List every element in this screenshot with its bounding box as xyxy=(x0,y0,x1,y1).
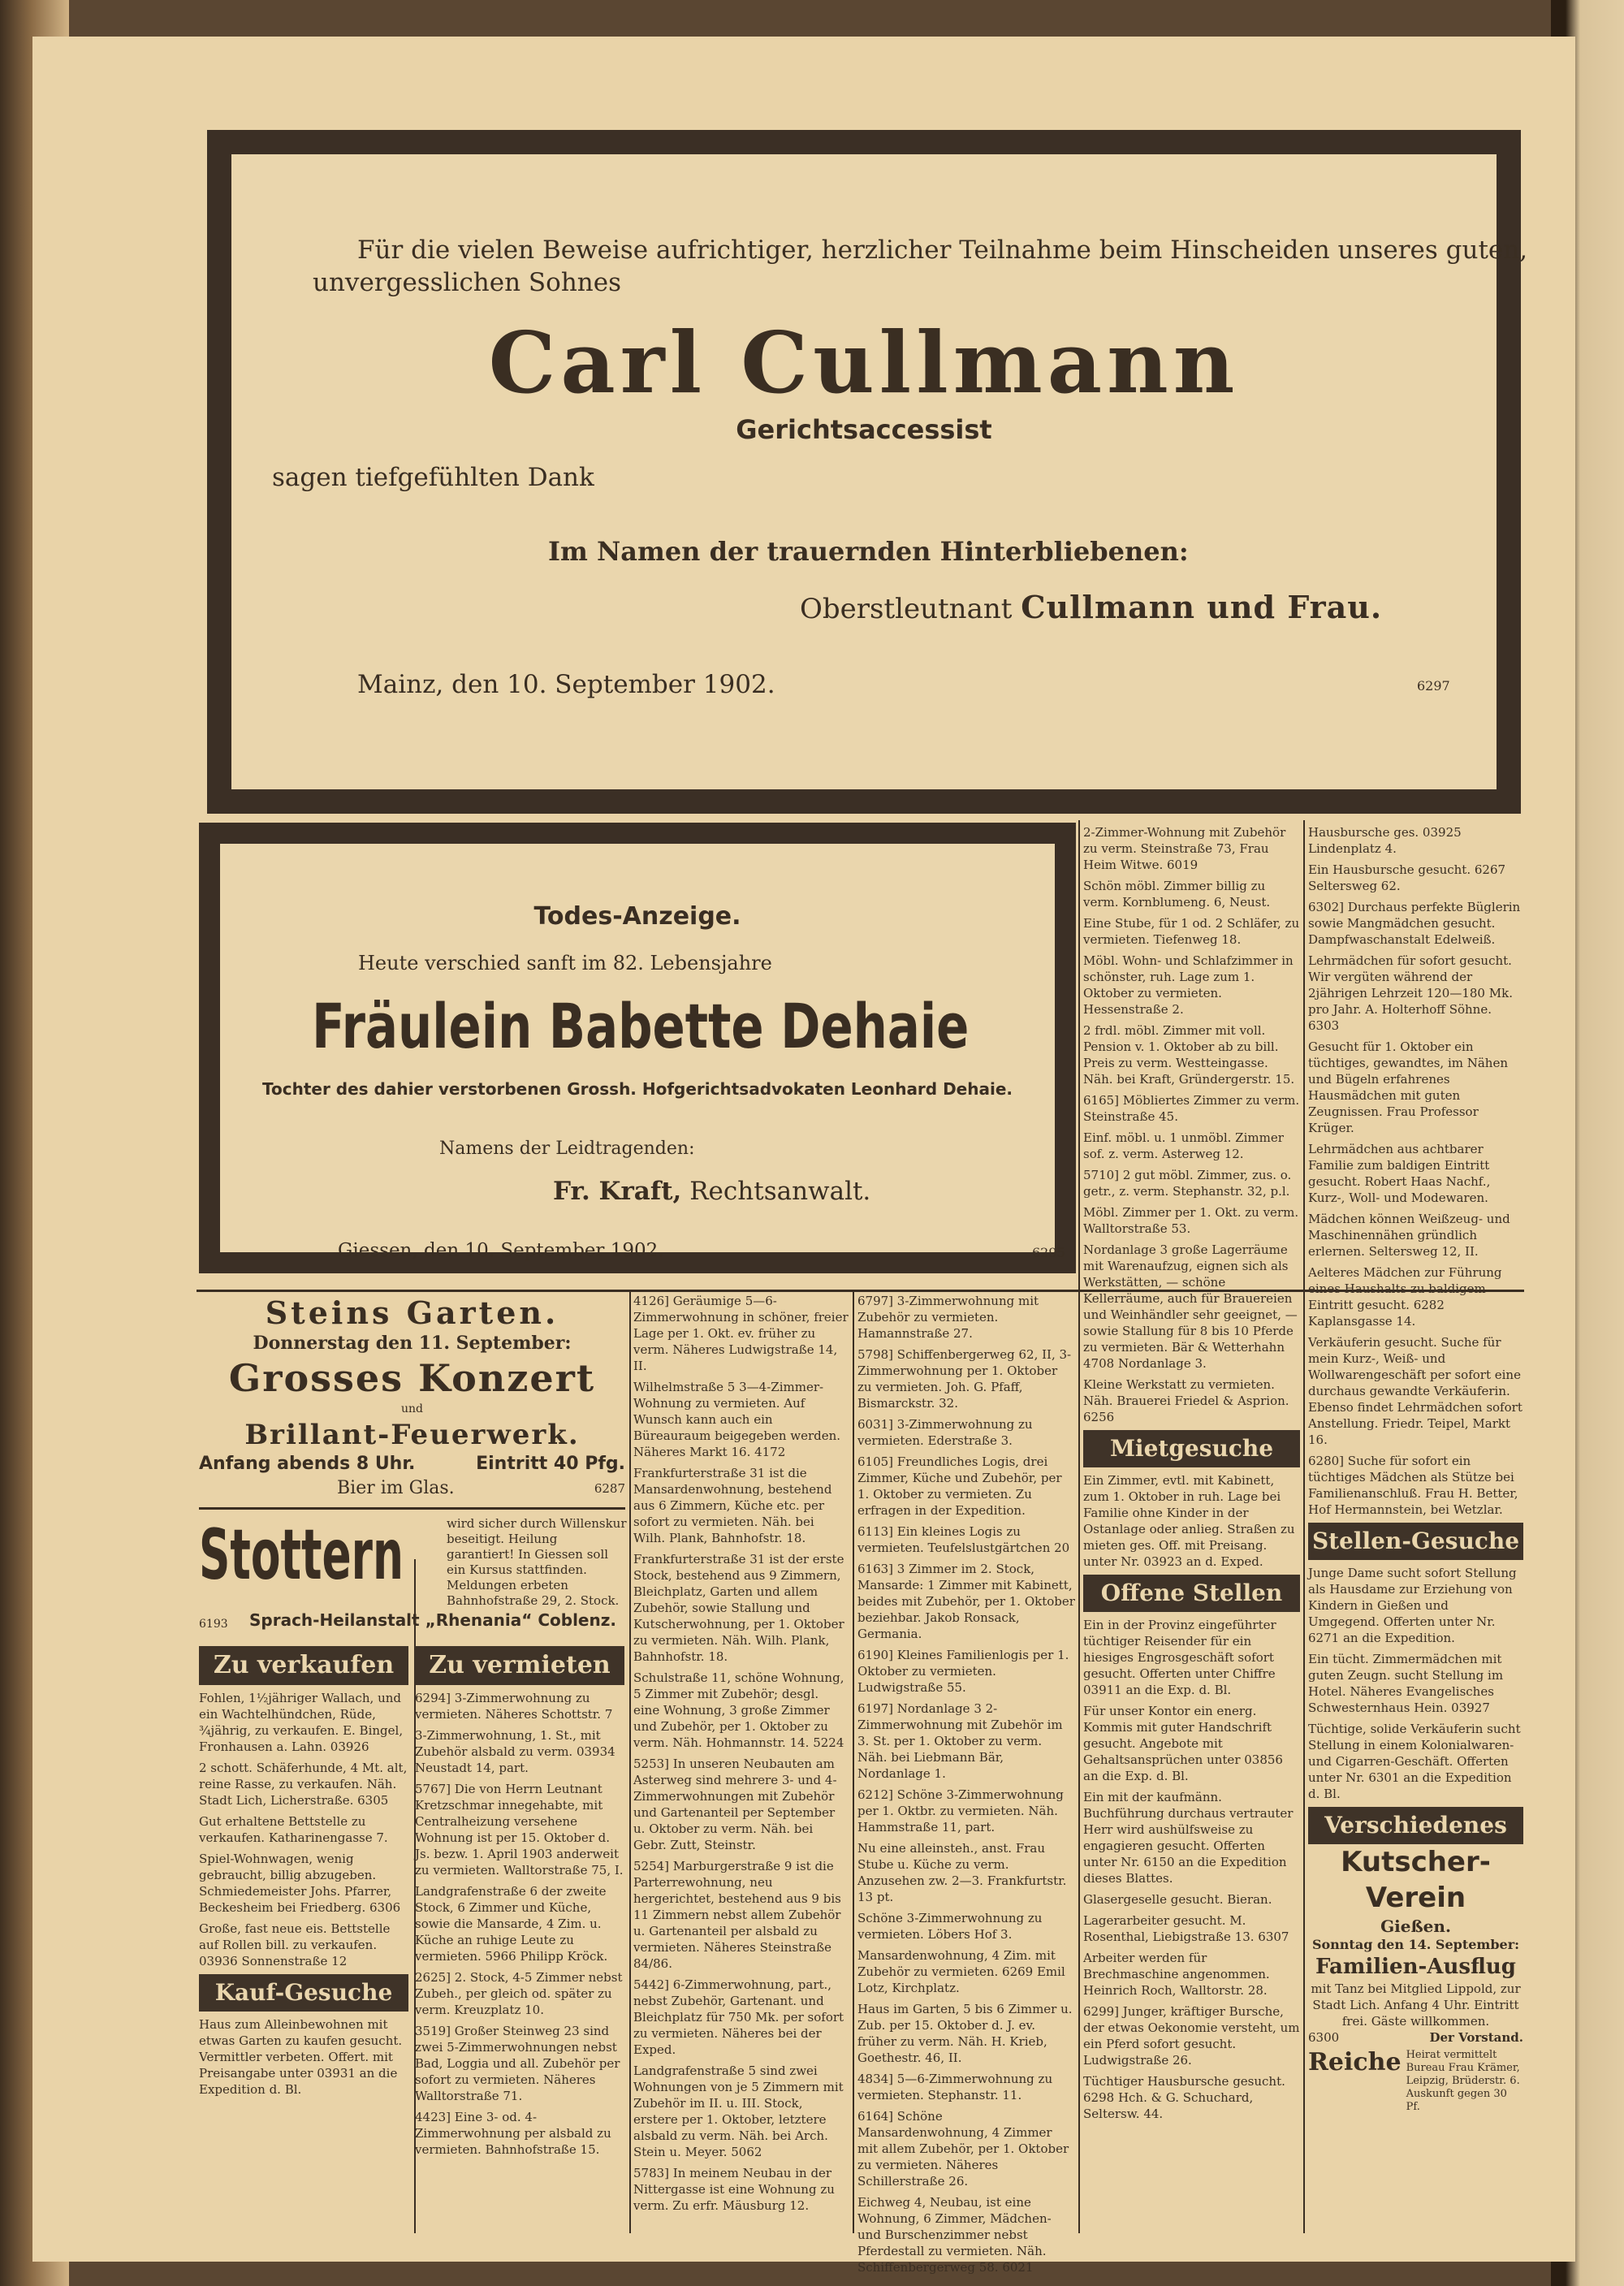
list-item: Nordanlage 3 große Lagerräume mit Warenaufzug, eignen sich als Werkstätten, — schöne Kellerräume, auch für Brauereien und Weinhändler sehr geeignet, — sowie Stallung für 8 bis 10 Pferde zu vermieten. Bär & Wetterhahn 4708 Nordanlage 3. xyxy=(1083,1242,1298,1371)
list-item: Schöne 3-Zimmerwohnung zu vermieten. Löbers Hof 3. xyxy=(857,1911,1043,1942)
list-item: Frankfurterstraße 31 ist der erste Stock, bestehend aus 9 Zimmern, Bleichplatz, Garten und allem Zubehör, sowie Stallung und Kutscherwohnung, per 1. Oktober zu vermieten. Näh. Wilh. Plank, Bahnhofstr. 18. xyxy=(633,1552,844,1664)
list-item: 6280] Suche für sofort ein tüchtiges Mädchen als Stütze bei Familienanschluß. Frau H. Better, Hof Hermannstein, bei Wetzlar. xyxy=(1308,1454,1518,1517)
column-6 xyxy=(1308,824,1523,2233)
deceased-name: Fräulein Babette Dehaie xyxy=(312,990,970,1062)
thanks-line: sagen tiefgefühlten Dank xyxy=(272,463,594,492)
reiche-ad xyxy=(1308,2049,1523,2114)
place-date: Giessen, den 10. September 1902. xyxy=(338,1240,664,1261)
buy-list xyxy=(199,2016,408,2098)
list-item: Ein Zimmer, evtl. mit Kabinett, zum 1. Oktober in ruh. Lage bei Familie ohne Kinder in der Ostanlage oder anlieg. Straßen zu mieten ges. Off. mit Preisang. unter Nr. 03923 an d. Exped. xyxy=(1083,1473,1295,1569)
list-item: 5253] In unseren Neubauten am Asterweg sind mehrere 3- und 4-Zimmerwohnungen mit Zubehör und Gartenanteil per September u. Oktober zu verm. Näh. bei Gebr. Zutt, Steinstr. xyxy=(633,1757,837,1852)
list-item: Nu eine alleinsteh., anst. Frau Stube u. Küche zu verm. Anzusehen zw. 2—3. Frankfurtstr. 13 pt. xyxy=(857,1841,1067,1904)
steins-times xyxy=(199,1452,625,1476)
rent-list xyxy=(415,1690,624,2158)
column-1 xyxy=(199,1295,625,2163)
notice-heading: Todes-Anzeige. xyxy=(533,902,741,931)
deceased-name: Carl Cullmann xyxy=(488,313,1240,413)
list-item: Ein mit der kaufmänn. Buchführung durchaus vertrauter Herr wird aushülfsweise zu engagieren gesucht. Offerten unter Nr. 6150 an die Expedition dieses Blattes. xyxy=(1083,1790,1294,1886)
ad-code: 6297 xyxy=(1417,678,1450,694)
seek-header: Stellen-Gesuche xyxy=(1308,1523,1523,1560)
list-item: 5442] 6-Zimmerwohnung, part., nebst Zubehör, Gartenant. und Bleichplatz für 750 Mk. per sofort zu vermieten. Näheres bei der Exped. xyxy=(633,1977,844,2057)
list-item: Schön möbl. Zimmer billig zu verm. Kornblumeng. 6, Neust. xyxy=(1083,879,1271,910)
stottern-title: Stottern xyxy=(199,1515,404,1596)
steins-und: und xyxy=(401,1402,423,1415)
column-divider xyxy=(1078,820,1080,2233)
wanted-header: Mietgesuche xyxy=(1083,1430,1300,1467)
list-item: Möbl. Wohn- und Schlafzimmer in schönster, ruh. Lage zum 1. Oktober zu vermieten. Hessenstraße 2. xyxy=(1083,953,1294,1017)
club-date: Sonntag den 14. September: xyxy=(1311,1937,1520,1952)
notice-line1: Heute verschied sanft im 82. Lebensjahre xyxy=(358,952,772,974)
list-item: Lehrmädchen aus achtbarer Familie zum baldigen Eintritt gesucht. Robert Haas Nachf., Kurz-, Woll- und Modewaren. xyxy=(1308,1142,1491,1205)
steins-code: 6287 xyxy=(594,1481,625,1496)
list-item: 2 schott. Schäferhunde, 4 Mt. alt, reine Rasse, zu verkaufen. Näh. Stadt Lich, Licherstraße. 6305 xyxy=(199,1761,408,1808)
steins-start: Anfang abends 8 Uhr. xyxy=(199,1454,416,1474)
club-city: Gießen. xyxy=(1380,1917,1451,1936)
steins-beer-row xyxy=(199,1476,625,1501)
steins-title: Steins Garten. xyxy=(265,1294,559,1331)
list-item: Ein Hausbursche gesucht. 6267 Seltersweg 62. xyxy=(1308,862,1506,893)
list-item: 2-Zimmer-Wohnung mit Zubehör zu verm. Steinstraße 73, Frau Heim Witwe. 6019 xyxy=(1083,825,1286,872)
stottern-institute: Sprach-Heilanstalt „Rhenania“ Coblenz. xyxy=(249,1610,616,1630)
list-item: Kleine Werkstatt zu vermieten. Näh. Brauerei Friedel & Asprion. 6256 xyxy=(1083,1377,1289,1424)
divider xyxy=(199,1507,625,1510)
jobs-list xyxy=(1083,1617,1300,2122)
list-item: 6113] Ein kleines Logis zu vermieten. Teufelslustgärtchen 20 xyxy=(857,1524,1070,1555)
column-3 xyxy=(633,1293,849,2235)
column-divider xyxy=(629,1291,631,2233)
list-item: Landgrafenstraße 5 sind zwei Wohnungen von je 5 Zimmern mit Zubehör im II. u. III. Stock, erstere per 1. Oktober, letztere alsbald zu verm. Näh. bei Arch. Stein u. Meyer. 5062 xyxy=(633,2063,844,2159)
list-item: 6299] Junger, kräftiger Bursche, der etwas Oekonomie versteht, um ein Pferd sofort gesucht. Ludwigstraße 26. xyxy=(1083,2004,1300,2068)
list-item: Schulstraße 11, schöne Wohnung, 5 Zimmer mit Zubehör; desgl. eine Wohnung, 3 große Zimmer und Zubehör, per 1. Oktober zu verm. Näh. Hohmannstr. 14. 5224 xyxy=(633,1670,844,1750)
list-item: Frankfurterstraße 31 ist die Mansardenwohnung, bestehend aus 6 Zimmern, Küche etc. per sofort zu vermieten. Näh. bei Wilh. Plank, Bahnhofstr. 18. xyxy=(633,1466,832,1545)
list-item: Haus zum Alleinbewohnen mit etwas Garten zu kaufen gesucht. Vermittler verbeten. Offert. mit Preisangabe unter 03931 an die Expedition d. Bl. xyxy=(199,2017,403,2097)
club-code: 6300 xyxy=(1308,2030,1340,2045)
list-item: Fohlen, 1½jähriger Wallach, und ein Wachtelhündchen, Rüde, ¾jährig, zu verkaufen. E. Bingel, Fronhausen a. Lahn. 03926 xyxy=(199,1691,404,1754)
list-item: 6302] Durchaus perfekte Büglerin sowie Mangmädchen gesucht. Dampfwaschanstalt Edelweiß. xyxy=(1308,900,1521,947)
list-item: Aelteres Mädchen zur Führung eines Haushalts zu baldigem Eintritt gesucht. 6282 Kaplansgasse 14. xyxy=(1308,1265,1502,1329)
list-item: Lagerarbeiter gesucht. M. Rosenthal, Liebigstraße 13. 6307 xyxy=(1083,1913,1289,1944)
list-item: 6164] Schöne Mansardenwohnung, 4 Zimmer mit allem Zubehör, per 1. Oktober zu vermieten. Näheres Schillerstraße 26. xyxy=(857,2109,1069,2189)
list-item: Tüchtiger Hausbursche gesucht. 6298 Hch. & G. Schuchard, Seltersw. 44. xyxy=(1083,2074,1285,2121)
rent-section xyxy=(415,1646,624,2163)
list-item: 5767] Die von Herrn Leutnant Kretzschmar innegehabte, mit Centralheizung versehene Wohnung ist per 15. Oktober d. Js. bezw. 1. April 1903 anderweit zu vermieten. Walltorstraße 75, I. xyxy=(415,1782,624,1878)
list-item: 6105] Freundliches Logis, drei Zimmer, Küche und Zubehör, per 1. Oktober zu vermieten. Zu erfragen in der Expedition. xyxy=(857,1454,1062,1518)
list-item: Mansardenwohnung, 4 Zim. mit Zubehör zu vermieten. 6269 Emil Lotz, Kirchplatz. xyxy=(857,1948,1065,1995)
list-item: 5254] Marburgerstraße 9 ist die Parterrewohnung, neu hergerichtet, bestehend aus 9 bis 11 Zimmern nebst allem Zubehör u. Gartenanteil per alsbald zu vermieten. Näheres Steinstraße 84/86. xyxy=(633,1859,841,1971)
jobs-header: Offene Stellen xyxy=(1083,1575,1300,1612)
list-item: Gut erhaltene Bettstelle zu verkaufen. Katharinengasse 7. xyxy=(199,1814,388,1845)
signer-name: Cullmann und Frau. xyxy=(1021,589,1383,625)
list-item: Ein in der Provinz eingeführter tüchtiger Reisender für ein hiesiges Engrosgeschäft sofort gesucht. Offerten unter Chiffre 03911 an die Exp. d. Bl. xyxy=(1083,1618,1276,1697)
buy-header: Kauf-Gesuche xyxy=(199,1974,408,2012)
club-footer xyxy=(1308,2029,1523,2046)
sell-section xyxy=(199,1646,408,2163)
club-title: Kutscher-Verein xyxy=(1341,1846,1491,1914)
list-item: Glasergeselle gesucht. Bieran. xyxy=(1083,1892,1272,1907)
list-item: Große, fast neue eis. Bettstelle auf Rollen bill. zu verkaufen. 03936 Sonnenstraße 12 xyxy=(199,1921,391,1968)
steins-concert: Grosses Konzert xyxy=(228,1356,596,1400)
list-item: Junge Dame sucht sofort Stellung als Hausdame zur Erziehung von Kindern in Gießen und Umgegend. Offerten unter Nr. 6271 an die Expedition. xyxy=(1308,1566,1517,1645)
seek-list xyxy=(1308,1565,1523,1802)
column-5 xyxy=(1083,824,1300,2233)
list-item: Landgrafenstraße 6 der zweite Stock, 6 Zimmer und Küche, sowie die Mansarde, 4 Zim. u. Küche an ruhige Leute zu vermieten. 5966 Philipp Kröck. xyxy=(415,1884,608,1964)
steins-beer: Bier im Glas. xyxy=(337,1478,455,1498)
list-item: Für unser Kontor ein energ. Kommis mit guter Handschrift gesucht. Angebote mit Gehaltsansprüchen unter 03856 an die Exp. d. Bl. xyxy=(1083,1704,1283,1783)
list-item: 4423] Eine 3- od. 4-Zimmerwohnung per alsbald zu vermieten. Bahnhofstraße 15. xyxy=(415,2110,611,2157)
list-item: Eine Stube, für 1 od. 2 Schläfer, zu vermieten. Tiefenweg 18. xyxy=(1083,916,1300,947)
list-item: Eichweg 4, Neubau, ist eine Wohnung, 6 Zimmer, Mädchen- und Burschenzimmer nebst Pferdestall zu vermieten. Näh. Schiffenbergerweg 58. 6021 xyxy=(857,2195,1052,2275)
intro-line-2: unvergesslichen Sohnes xyxy=(313,268,622,297)
sell-header: Zu verkaufen xyxy=(199,1646,408,1685)
list-item: 5783] In meinem Neubau in der Nittergasse ist eine Wohnung zu verm. Zu erfr. Mäusburg 12. xyxy=(633,2166,835,2213)
list-item: Arbeiter werden für Brechmaschine angenommen. Heinrich Roch, Walltorstr. 28. xyxy=(1083,1951,1270,1998)
misc-header: Verschiedenes xyxy=(1308,1807,1523,1844)
stottern-code: 6193 xyxy=(199,1618,228,1631)
signer-rank: Oberstleutnant xyxy=(800,593,1013,625)
ad-code: 6295 xyxy=(1032,1245,1065,1260)
list-item: Mädchen können Weißzeug- und Maschinennähen gründlich erlernen. Seltersweg 12, II. xyxy=(1308,1212,1510,1259)
list-item: 6163] 3 Zimmer im 2. Stock, Mansarde: 1 Zimmer mit Kabinett, beides mit Zubehör, per 1. Oktober beziehbar. Jakob Ronsack, Germania. xyxy=(857,1562,1075,1641)
list-item: Hausbursche ges. 03925 Lindenplatz 4. xyxy=(1308,825,1462,856)
club-board: Der Vorstand. xyxy=(1429,2030,1523,2045)
signer-title: Rechtsanwalt. xyxy=(689,1177,871,1206)
list-item: 3-Zimmerwohnung, 1. St., mit Zubehör alsbald zu verm. 03934 Neustadt 14, part. xyxy=(415,1728,615,1775)
notice-line2: Tochter des dahier verstorbenen Grossh. Hofgerichtsadvokaten Leonhard Dehaie. xyxy=(262,1079,1013,1099)
list-item: Ein tücht. Zimmermädchen mit guten Zeugn. sucht Stellung im Hotel. Näheres Evangelisches Schwesternhaus Hein. 03927 xyxy=(1308,1652,1504,1715)
list-item: 6212] Schöne 3-Zimmerwohnung per 1. Oktbr. zu vermieten. Näh. Hammstraße 11, part. xyxy=(857,1787,1064,1834)
list-item: 5710] 2 gut möbl. Zimmer, zus. o. getr., z. verm. Stephanstr. 32, p.l. xyxy=(1083,1168,1292,1199)
signer-line xyxy=(800,589,1382,625)
signer-line xyxy=(553,1177,870,1206)
column-4 xyxy=(857,1293,1075,2275)
list-item: 6031] 3-Zimmerwohnung zu vermieten. Ederstraße 3. xyxy=(857,1417,1033,1448)
list-item: Lehrmädchen für sofort gesucht. Wir vergüten während der 2jährigen Lehrzeit 120—180 Mk. pro Jahr. A. Holterhoff Söhne. 6303 xyxy=(1308,953,1513,1033)
column-divider xyxy=(1303,820,1305,2233)
list-item: 4834] 5—6-Zimmerwohnung zu vermieten. Stephanstr. 11. xyxy=(857,2072,1053,2102)
list-item: Möbl. Zimmer per 1. Okt. zu verm. Walltorstraße 53. xyxy=(1083,1205,1299,1236)
place-date: Mainz, den 10. September 1902. xyxy=(357,670,775,699)
death-notice xyxy=(199,823,1076,1273)
sell-list xyxy=(199,1690,408,1969)
obituary-thanks-notice xyxy=(207,130,1528,814)
list-item: 6294] 3-Zimmerwohnung zu vermieten. Näheres Schottstr. 7 xyxy=(415,1691,613,1722)
list-item: 2 frdl. möbl. Zimmer mit voll. Pension v. 1. Oktober ab zu bill. Preis zu verm. Westteingasse. Näh. bei Kraft, Gründergerstr. 15. xyxy=(1083,1023,1295,1087)
column-divider xyxy=(853,1291,854,2233)
reiche-text: Heirat vermittelt Bureau Frau Krämer, Leipzig, Brüderstr. 6. Auskunft gegen 30 Pf. xyxy=(1406,2049,1520,2113)
list-item: 6797] 3-Zimmerwohnung mit Zubehör zu vermieten. Hamannstraße 27. xyxy=(857,1294,1039,1341)
list-item: Tüchtige, solide Verkäuferin sucht Stellung in einem Kolonialwaren- und Cigarren-Geschäft. Offerten unter Nr. 6301 an die Expedition d. Bl. xyxy=(1308,1722,1521,1801)
steins-entry: Eintritt 40 Pfg. xyxy=(476,1454,625,1474)
list-item: Wilhelmstraße 5 3—4-Zimmer-Wohnung zu vermieten. Auf Wunsch kann auch ein Büreauraum beigegeben werden. Näheres Markt 16. 4172 xyxy=(633,1380,841,1459)
list-item: 5798] Schiffenbergerweg 62, II, 3-Zimmerwohnung per 1. Oktober zu vermieten. Joh. G. Pfaff, Bismarckstr. 32. xyxy=(857,1347,1072,1411)
steins-date: Donnerstag den 11. September: xyxy=(253,1333,572,1354)
list-item: 2625] 2. Stock, 4-5 Zimmer nebst Zubeh., per gleich od. später zu verm. Kreuzplatz 10. xyxy=(415,1970,623,2017)
signer-name: Fr. Kraft, xyxy=(553,1177,682,1206)
stottern-ad xyxy=(199,1515,625,1636)
list-item: Spiel-Wohnwagen, wenig gebraucht, billig abzugeben. Schmiedemeister Johs. Pfarrer, Beckesheim bei Friedberg. 6306 xyxy=(199,1852,401,1915)
sell-and-rent-row xyxy=(199,1646,625,2163)
deceased-title: Gerichtsaccessist xyxy=(736,414,992,445)
list-item: Einf. möbl. u. 1 unmöbl. Zimmer sof. z. verm. Asterweg 12. xyxy=(1083,1130,1284,1161)
club-event: Familien-Ausflug xyxy=(1315,1955,1516,1979)
list-item: Verkäuferin gesucht. Suche für mein Kurz-, Weiß- und Wollwarengeschäft per sofort eine durchaus gewandte Verkäuferin. Ebenso findet Lehrmädchen sofort Anstellung. Friedr. Teipel, Markt 16. xyxy=(1308,1335,1522,1447)
mourners-line: Namens der Leidtragenden: xyxy=(439,1139,695,1159)
on-behalf-line: Im Namen der trauernden Hinterbliebenen: xyxy=(548,536,1189,567)
list-item: 6190] Kleines Familienlogis per 1. Oktober zu vermieten. Ludwigstraße 55. xyxy=(857,1648,1069,1695)
list-item: 6197] Nordanlage 3 2-Zimmerwohnung mit Zubehör im 3. St. per 1. Oktober zu verm. Näh. bei Liebmann Bär, Nordanlage 1. xyxy=(857,1701,1063,1781)
list-item: Haus im Garten, 5 bis 6 Zimmer u. Zub. per 15. Oktober d. J. ev. früher zu verm. Näh. H. Krieb, Goethestr. 46, II. xyxy=(857,2002,1073,2065)
list-item: 3519] Großer Steinweg 23 sind zwei 5-Zimmerwohnungen nebst Bad, Loggia und all. Zubehör per sofort zu vermieten. Näheres Walltorstraße 71. xyxy=(415,2024,620,2103)
list-item: 4126] Geräumige 5—6-Zimmerwohnung in schöner, freier Lage per 1. Okt. ev. früher zu verm. Näheres Ludwigstraße 14, II. xyxy=(633,1294,849,1373)
club-details: mit Tanz bei Mitglied Lippold, zur Stadt Lich. Anfang 4 Uhr. Eintritt frei. Gäste willkommen. xyxy=(1311,1981,1521,2029)
list-item: Gesucht für 1. Oktober ein tüchtiges, gewandtes, im Nähen und Bügeln erfahrenes Hausmädchen mit guten Zeugnissen. Frau Professor Krüger. xyxy=(1308,1039,1509,1135)
stottern-text: wird sicher durch Willenskur beseitigt. Heilung garantiert! In Giessen soll ein Kursus stattfinden. Meldungen erbeten Bahnhofstraße 29, 2. Stock. xyxy=(447,1516,627,1608)
list-item: 6165] Möbliertes Zimmer zu verm. Steinstraße 45. xyxy=(1083,1093,1300,1124)
rent-header: Zu vermieten xyxy=(415,1646,624,1685)
intro-line-1: Für die vielen Beweise aufrichtiger, herzlicher Teilnahme beim Hinscheiden unseres guten, xyxy=(357,236,1528,265)
reiche-title: Reiche xyxy=(1308,2048,1402,2076)
steins-fireworks: Brillant-Feuerwerk. xyxy=(244,1419,580,1451)
